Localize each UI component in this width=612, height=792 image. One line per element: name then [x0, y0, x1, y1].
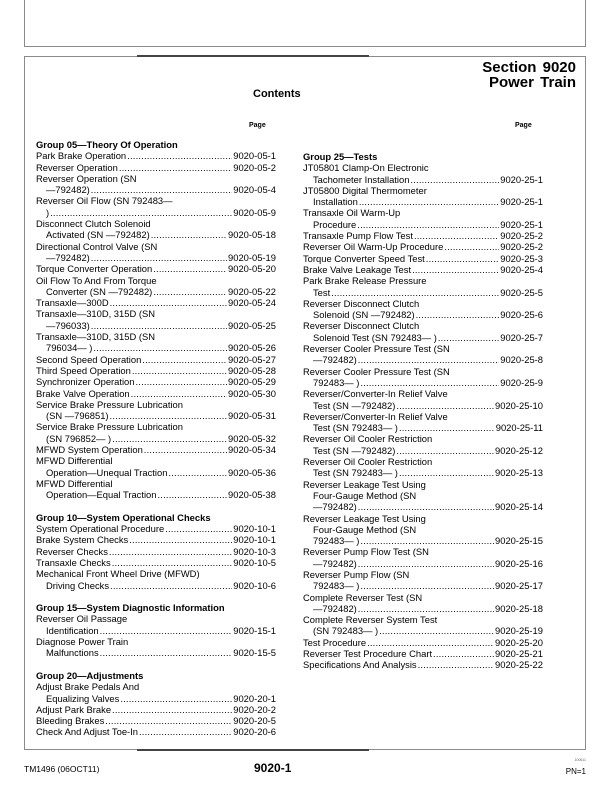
entry-title: MFWD System Operation: [36, 444, 143, 456]
toc-entry[interactable]: [36, 297, 276, 308]
toc-entry[interactable]: [303, 320, 543, 343]
toc-entry[interactable]: [36, 150, 276, 161]
entry-title: (SN 796852— ): [46, 432, 112, 444]
entry-title: Reverser Oil Cooler Restriction: [303, 433, 433, 445]
dot-leader: [119, 162, 232, 173]
dot-leader: [357, 219, 499, 230]
dot-leader: [358, 603, 494, 614]
entry-page-ref[interactable]: 9020-05-2: [233, 161, 276, 173]
toc-entry[interactable]: [303, 388, 543, 411]
entry-title: Transaxle Pump Flow Test: [303, 230, 413, 242]
entry-title: Installation: [313, 196, 358, 208]
dot-leader: [112, 433, 227, 444]
entry-page-ref[interactable]: 9020-05-34: [228, 444, 276, 456]
entry-page-ref[interactable]: 9020-05-4: [233, 184, 276, 196]
toc-entry[interactable]: [303, 592, 543, 615]
dot-leader: [412, 264, 499, 275]
frame-bottom-rule: [137, 749, 369, 751]
toc-entry[interactable]: [36, 218, 276, 241]
toc-entry[interactable]: [303, 614, 543, 637]
dot-leader: [399, 422, 495, 433]
dot-leader: [444, 241, 499, 252]
entry-title: 792483— ): [313, 535, 360, 547]
entry-title: Transaxle—300D: [36, 297, 109, 309]
entry-title: 792483— ): [313, 376, 360, 388]
entry-title: Reverser Test Procedure Chart: [303, 648, 433, 660]
toc-entry[interactable]: [36, 399, 276, 422]
section-name: Power Train: [488, 74, 576, 91]
entry-title: Reverser/Converter-In Relief Valve: [303, 388, 448, 400]
dot-leader: [416, 309, 500, 320]
entry-title: —792482): [313, 354, 357, 366]
toc-group: [36, 139, 276, 501]
entry-title: Solenoid (SN —792482): [313, 309, 415, 321]
entry-title: Oil Flow To And From Torque: [36, 274, 157, 286]
toc-entry[interactable]: [36, 263, 276, 274]
entry-title: Transaxle—310D, 315D (SN: [36, 308, 155, 320]
toc-entry[interactable]: [303, 637, 543, 648]
group-title: Group 10—System Operational Checks: [36, 511, 211, 523]
toc-entry[interactable]: [303, 230, 543, 241]
entry-title: Operation—Unequal Traction: [46, 466, 168, 478]
toc-entry[interactable]: [303, 162, 543, 185]
toc-entry[interactable]: [303, 456, 543, 479]
entry-title: —796033): [46, 319, 90, 331]
entry-title: Second Speed Operation: [36, 353, 142, 365]
dot-leader: [379, 625, 494, 636]
entry-title: (SN 792483— ): [313, 625, 379, 637]
entry-page-ref[interactable]: 9020-05-32: [228, 432, 276, 444]
entry-title: Reverser Pump Flow Test (SN: [303, 546, 429, 558]
dot-leader: [396, 400, 494, 411]
entry-page-ref[interactable]: 9020-20-6: [233, 726, 276, 738]
dot-leader: [110, 297, 227, 308]
entry-title: Solenoid Test (SN 792483— ): [313, 331, 437, 343]
entry-title: Test Procedure: [303, 636, 367, 648]
entry-page-ref[interactable]: 9020-05-30: [228, 387, 276, 399]
dot-leader: [100, 625, 233, 636]
entry-title: MFWD Differential: [36, 477, 113, 489]
entry-title: Driving Checks: [46, 579, 110, 591]
entry-page-ref[interactable]: 9020-25-1: [500, 173, 543, 185]
dot-leader: [112, 704, 232, 715]
entry-page-ref[interactable]: 9020-25-3: [500, 252, 543, 264]
entry-page-ref[interactable]: 9020-05-27: [228, 353, 276, 365]
entry-title: Brake System Checks: [36, 534, 129, 546]
entry-page-ref[interactable]: 9020-25-12: [495, 444, 543, 456]
toc-entry[interactable]: [303, 343, 543, 366]
dot-leader: [157, 489, 227, 500]
toc-entry[interactable]: [36, 354, 276, 365]
dot-leader: [127, 150, 232, 161]
entry-page-ref[interactable]: 9020-25-1: [500, 218, 543, 230]
entry-title: Service Brake Pressure Lubrication: [36, 421, 183, 433]
dot-leader: [396, 445, 494, 456]
entry-title: Bleeding Brakes: [36, 715, 105, 727]
entry-title: 796034— ): [46, 342, 93, 354]
entry-page-ref[interactable]: 9020-25-1: [500, 196, 543, 208]
toc-entry[interactable]: [36, 376, 276, 387]
entry-title: 792483— ): [313, 580, 360, 592]
toc-entry[interactable]: [36, 241, 276, 264]
dot-leader: [438, 332, 499, 343]
toc-entry[interactable]: [303, 411, 543, 434]
entry-page-ref[interactable]: 9020-25-14: [495, 501, 543, 513]
section-number: Section 9020: [482, 59, 576, 76]
entry-title: Operation—Equal Traction: [46, 489, 157, 501]
entry-page-ref[interactable]: 9020-05-38: [228, 489, 276, 501]
toc-entry[interactable]: [36, 613, 276, 636]
entry-title: Reverser/Converter-In Relief Valve: [303, 410, 448, 422]
entry-page-ref[interactable]: 9020-10-1: [233, 534, 276, 546]
toc-group: [303, 151, 543, 671]
dot-leader: [433, 648, 494, 659]
page-column-label-left: Page: [249, 122, 266, 129]
entry-page-ref[interactable]: 9020-10-1: [233, 523, 276, 535]
entry-page-ref[interactable]: 9020-25-2: [500, 241, 543, 253]
entry-page-ref[interactable]: 9020-05-24: [228, 297, 276, 309]
dot-leader: [360, 535, 494, 546]
entry-title: Transaxle—310D, 315D (SN: [36, 331, 155, 343]
dot-leader: [399, 467, 494, 478]
entry-page-ref[interactable]: 9020-05-22: [228, 285, 276, 297]
entry-title: —792482): [313, 602, 357, 614]
toc-entry[interactable]: [36, 636, 276, 659]
toc-entry[interactable]: [36, 331, 276, 354]
dot-leader: [110, 580, 232, 591]
dot-leader: [165, 523, 232, 534]
dot-leader: [91, 320, 227, 331]
page-column-label-right: Page: [515, 122, 532, 129]
entry-page-ref[interactable]: 9020-05-25: [228, 319, 276, 331]
entry-page-ref[interactable]: 9020-05-18: [228, 229, 276, 241]
entry-title: Reverser Disconnect Clutch: [303, 297, 420, 309]
entry-page-ref[interactable]: 9020-25-16: [495, 557, 543, 569]
dot-leader: [110, 410, 228, 421]
entry-title: Test (SN 792483— ): [313, 467, 398, 479]
entry-page-ref[interactable]: 9020-05-26: [228, 342, 276, 354]
dot-leader: [153, 286, 227, 297]
entry-title: JT05800 Digital Thermometer: [303, 184, 427, 196]
toc-entry[interactable]: [303, 275, 543, 298]
entry-page-ref[interactable]: 9020-05-1: [233, 150, 276, 162]
entry-title: Test (SN 792483— ): [313, 422, 398, 434]
toc-entry[interactable]: [303, 479, 543, 513]
entry-title: Check And Adjust Toe-In: [36, 726, 138, 738]
toc-entry[interactable]: [36, 534, 276, 545]
entry-page-ref[interactable]: 9020-05-9: [233, 206, 276, 218]
entry-title: Reverser Operation (SN: [36, 172, 137, 184]
entry-title: Adjust Park Brake: [36, 703, 112, 715]
dot-leader: [426, 253, 499, 264]
entry-title: MFWD Differential: [36, 455, 113, 467]
top-frame: [24, 0, 586, 47]
entry-title: Torque Converter Speed Test: [303, 252, 425, 264]
toc-entry[interactable]: [36, 365, 276, 376]
entry-page-ref[interactable]: 9020-25-15: [495, 535, 543, 547]
entry-page-ref[interactable]: 9020-25-22: [495, 659, 543, 671]
dot-leader: [410, 174, 499, 185]
dot-leader: [151, 229, 227, 240]
toc-entry[interactable]: [36, 726, 276, 737]
dot-leader: [359, 196, 499, 207]
date-code: 100611: [574, 758, 586, 762]
toc-entry[interactable]: [303, 298, 543, 321]
toc-entry[interactable]: [36, 681, 276, 704]
entry-title: Complete Reverser System Test: [303, 614, 438, 626]
toc-entry[interactable]: [303, 366, 543, 389]
entry-page-ref[interactable]: 9020-25-18: [495, 602, 543, 614]
dot-leader: [360, 580, 494, 591]
entry-title: Reverser Disconnect Clutch: [303, 320, 420, 332]
toc-group: [36, 512, 276, 591]
entry-title: Reverser Pump Flow (SN: [303, 568, 410, 580]
toc-entry[interactable]: [303, 185, 543, 208]
entry-title: Reverser Leakage Test Using: [303, 512, 426, 524]
dot-leader: [358, 501, 494, 512]
entry-title: —792482): [313, 501, 357, 513]
entry-page-ref[interactable]: 9020-25-19: [495, 625, 543, 637]
toc-entry[interactable]: [36, 455, 276, 478]
dot-leader: [331, 287, 499, 298]
entry-title: ): [46, 206, 50, 218]
toc-entry[interactable]: [36, 478, 276, 501]
dot-leader: [50, 207, 232, 218]
toc-entry[interactable]: [303, 513, 543, 547]
dot-leader: [144, 444, 227, 455]
group-title: Group 20—Adjustments: [36, 669, 144, 681]
section-title: [482, 60, 576, 90]
dot-leader: [142, 354, 227, 365]
toc-entry[interactable]: [36, 173, 276, 196]
entry-page-ref[interactable]: 9020-25-7: [500, 331, 543, 343]
dot-leader: [129, 534, 232, 545]
toc-entry[interactable]: [36, 275, 276, 298]
entry-title: Identification: [46, 624, 99, 636]
dot-leader: [109, 546, 232, 557]
dot-leader: [91, 252, 227, 263]
entry-title: Four-Gauge Method (SN: [313, 489, 417, 501]
dot-leader: [105, 715, 232, 726]
dot-leader: [100, 647, 233, 658]
entry-page-ref[interactable]: 9020-05-29: [228, 376, 276, 388]
entry-title: Complete Reverser Test (SN: [303, 591, 423, 603]
entry-page-ref[interactable]: 9020-25-20: [495, 636, 543, 648]
dot-leader: [418, 659, 494, 670]
entry-title: Four-Gauge Method (SN: [313, 523, 417, 535]
entry-title: —792482): [313, 557, 357, 569]
entry-title: (SN —796851): [46, 410, 109, 422]
entry-title: Converter (SN —792482): [46, 285, 153, 297]
entry-title: Reverser Oil Flow (SN 792483—: [36, 195, 173, 207]
entry-page-ref[interactable]: 9020-25-13: [495, 467, 543, 479]
toc-entry[interactable]: [36, 195, 276, 218]
entry-page-ref[interactable]: 9020-05-19: [228, 251, 276, 263]
toc-entry[interactable]: [36, 523, 276, 534]
toc-entry[interactable]: [36, 568, 276, 591]
dot-leader: [120, 693, 232, 704]
entry-title: Reverser Cooler Pressure Test (SN: [303, 343, 450, 355]
toc-entry[interactable]: [303, 264, 543, 275]
toc-entry[interactable]: [303, 659, 543, 670]
toc-entry[interactable]: [303, 207, 543, 230]
entry-title: Reverser Operation: [36, 161, 118, 173]
toc-entry[interactable]: [36, 557, 276, 568]
entry-page-ref[interactable]: 9020-25-5: [500, 286, 543, 298]
toc-group: [36, 670, 276, 738]
entry-title: Activated (SN —792482): [46, 229, 150, 241]
entry-page-ref[interactable]: 9020-10-5: [233, 556, 276, 568]
entry-page-ref[interactable]: 9020-20-2: [233, 703, 276, 715]
toc-entry[interactable]: [36, 444, 276, 455]
entry-page-ref[interactable]: 9020-25-2: [500, 230, 543, 242]
entry-title: Equalizing Valves: [46, 692, 120, 704]
entry-title: Torque Converter Operation: [36, 263, 153, 275]
entry-title: Transaxle Checks: [36, 556, 111, 568]
toc-entry[interactable]: [303, 433, 543, 456]
group-title: Group 05—Theory Of Operation: [36, 139, 178, 150]
toc-entry[interactable]: [303, 546, 543, 569]
entry-page-ref[interactable]: 9020-15-5: [233, 647, 276, 659]
entry-title: Brake Valve Operation: [36, 387, 130, 399]
toc-entry[interactable]: [36, 308, 276, 331]
entry-page-ref[interactable]: 9020-25-8: [500, 354, 543, 366]
dot-leader: [360, 377, 499, 388]
toc-entry[interactable]: [303, 648, 543, 659]
entry-page-ref[interactable]: 9020-05-20: [228, 263, 276, 275]
entry-title: Procedure: [313, 218, 357, 230]
entry-page-ref[interactable]: 9020-20-1: [233, 692, 276, 704]
dot-leader: [136, 376, 228, 387]
toc-entry[interactable]: [36, 421, 276, 444]
toc-entry[interactable]: [36, 388, 276, 399]
entry-title: —792482): [46, 184, 90, 196]
entry-title: Test: [313, 286, 331, 298]
entry-page-ref[interactable]: 9020-25-9: [500, 376, 543, 388]
entry-title: —792482): [46, 251, 90, 263]
dot-leader: [153, 263, 227, 274]
entry-title: Specifications And Analysis: [303, 659, 417, 671]
page-number: 9020-1: [254, 761, 292, 775]
entry-title: Mechanical Front Wheel Drive (MFWD): [36, 568, 200, 580]
toc-left-column: [36, 139, 276, 749]
dot-leader: [367, 637, 494, 648]
entry-title: Reverser Oil Warm-Up Procedure: [303, 241, 444, 253]
dot-leader: [132, 365, 227, 376]
toc-entry[interactable]: [303, 241, 543, 252]
entry-page-ref[interactable]: 9020-25-17: [495, 580, 543, 592]
entry-title: Park Brake Release Pressure: [303, 275, 427, 287]
entry-page-ref[interactable]: 9020-25-4: [500, 263, 543, 275]
entry-title: Test (SN —792482): [313, 444, 396, 456]
dot-leader: [131, 388, 227, 399]
dot-leader: [358, 558, 494, 569]
entry-title: Test (SN —792482): [313, 399, 396, 411]
dot-leader: [168, 467, 227, 478]
dot-leader: [93, 342, 227, 353]
toc-entry[interactable]: [36, 704, 276, 715]
entry-title: Disconnect Clutch Solenoid: [36, 218, 151, 230]
entry-title: Directional Control Valve (SN: [36, 240, 158, 252]
dot-leader: [112, 557, 233, 568]
entry-title: Brake Valve Leakage Test: [303, 263, 412, 275]
toc-entry[interactable]: [303, 253, 543, 264]
entry-page-ref[interactable]: 9020-05-28: [228, 364, 276, 376]
entry-title: JT05801 Clamp-On Electronic: [303, 162, 429, 174]
entry-page-ref[interactable]: 9020-25-10: [495, 399, 543, 411]
group-title: Group 15—System Diagnostic Information: [36, 602, 225, 614]
contents-heading: Contents: [253, 88, 301, 100]
entry-page-ref[interactable]: 9020-10-3: [233, 545, 276, 557]
dot-leader: [358, 354, 499, 365]
entry-page-ref[interactable]: 9020-15-1: [233, 624, 276, 636]
toc-right-column: [303, 151, 543, 682]
pn-label: PN=1: [565, 767, 586, 776]
frame-top-rule: [137, 55, 369, 57]
entry-page-ref[interactable]: 9020-25-6: [500, 309, 543, 321]
entry-title: Reverser Checks: [36, 545, 108, 557]
dot-leader: [414, 230, 499, 241]
dot-leader: [139, 726, 232, 737]
entry-title: Transaxle Oil Warm-Up: [303, 207, 401, 219]
entry-title: Reverser Leakage Test Using: [303, 478, 426, 490]
entry-title: Adjust Brake Pedals And: [36, 681, 140, 693]
entry-title: Malfunctions: [46, 647, 99, 659]
entry-page-ref[interactable]: 9020-20-5: [233, 715, 276, 727]
entry-title: Reverser Cooler Pressure Test (SN: [303, 365, 450, 377]
document-id: TM1496 (06OCT11): [24, 764, 100, 774]
entry-title: Tachometer Installation: [313, 173, 410, 185]
dot-leader: [91, 184, 232, 195]
entry-page-ref[interactable]: 9020-25-21: [495, 648, 543, 660]
group-title: Group 25—Tests: [303, 151, 378, 162]
entry-title: Park Brake Operation: [36, 150, 127, 162]
entry-page-ref[interactable]: 9020-05-36: [228, 466, 276, 478]
entry-title: Reverser Oil Passage: [36, 613, 128, 625]
toc-entry[interactable]: [36, 715, 276, 726]
entry-page-ref[interactable]: 9020-10-6: [233, 579, 276, 591]
entry-title: System Operational Procedure: [36, 523, 165, 535]
toc-entry[interactable]: [303, 569, 543, 592]
entry-title: Third Speed Operation: [36, 364, 131, 376]
entry-title: Diagnose Power Train: [36, 636, 129, 648]
toc-entry[interactable]: [36, 162, 276, 173]
entry-title: Reverser Oil Cooler Restriction: [303, 456, 433, 468]
toc-group: [36, 602, 276, 658]
toc-entry[interactable]: [36, 546, 276, 557]
entry-title: Service Brake Pressure Lubrication: [36, 398, 183, 410]
entry-page-ref[interactable]: 9020-05-31: [228, 410, 276, 422]
entry-title: Synchronizer Operation: [36, 376, 135, 388]
entry-page-ref[interactable]: 9020-25-11: [495, 422, 543, 434]
